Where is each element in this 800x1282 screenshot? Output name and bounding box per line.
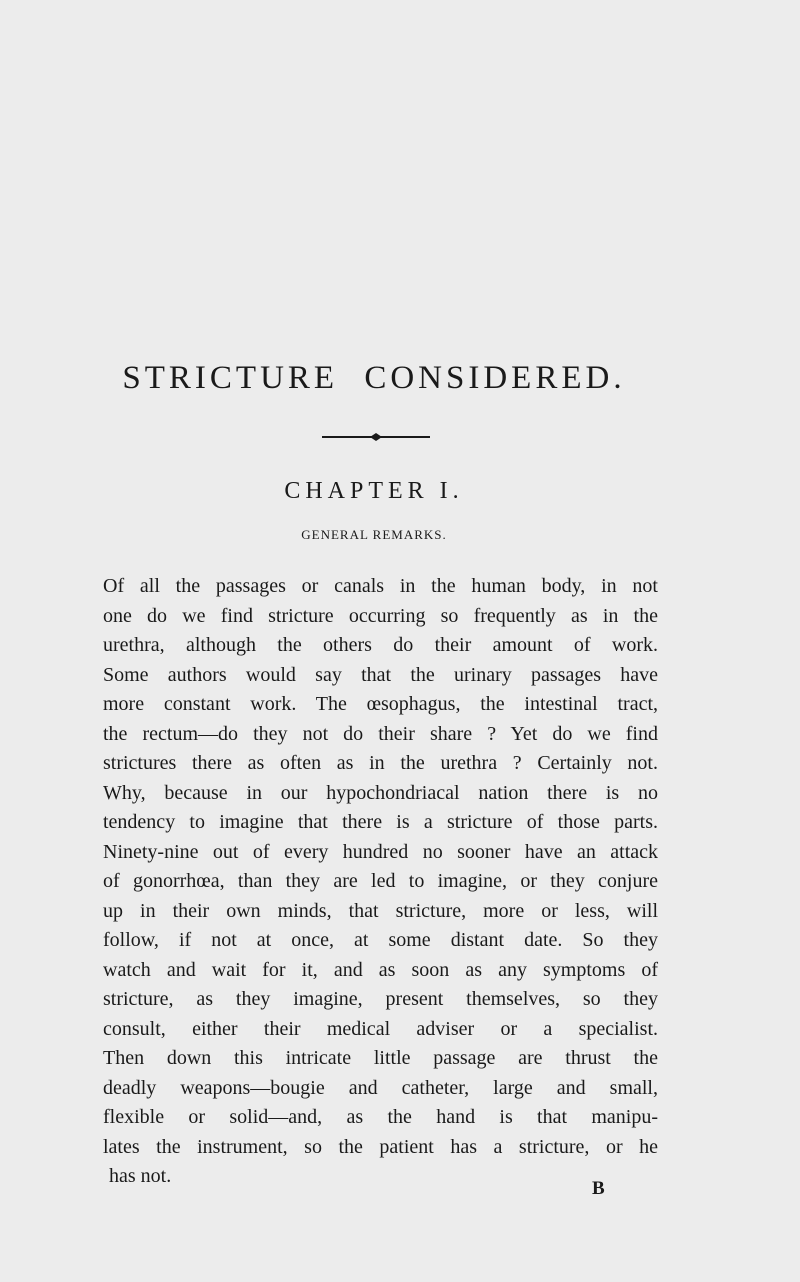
- text-line: urethra, although the others do their amount of work.: [103, 634, 658, 656]
- text-line: lates the instrument, so the patient has a stricture, or he: [103, 1135, 658, 1158]
- text-line: the rectum—do they not do their share ? Yet do we find: [103, 722, 658, 745]
- text-line: Why, because in our hypochondriacal nation there is no: [103, 781, 658, 804]
- text-line: one do we find stricture occurring so frequently as in the: [103, 604, 658, 627]
- text-line: stricture, as they imagine, present themselves, so they: [103, 988, 658, 1010]
- text-line: Of all the passages or canals in the human body, in not: [103, 575, 658, 597]
- text-line: has not.: [109, 1165, 172, 1187]
- body-paragraph: [103, 572, 658, 1192]
- text-line: follow, if not at once, at some distant date. So they: [103, 929, 658, 951]
- text-line: Then down this intricate little passage are thrust the: [103, 1047, 658, 1069]
- text-line: consult, either their medical adviser or a specialist.: [103, 1017, 658, 1040]
- chapter-heading: CHAPTER I.: [284, 478, 464, 504]
- text-line: up in their own minds, that stricture, more or less, will: [103, 899, 658, 922]
- text-line: tendency to imagine that there is a stricture of those parts.: [103, 811, 658, 833]
- text-line: of gonorrhœa, than they are led to imagine, or they conjure: [103, 870, 658, 892]
- signature-mark: B: [592, 1178, 605, 1199]
- text-line: more constant work. The œsophagus, the intestinal tract,: [103, 693, 658, 715]
- section-heading: GENERAL REMARKS.: [301, 527, 447, 542]
- text-line: watch and wait for it, and as soon as any symptoms of: [103, 958, 658, 981]
- text-line: Ninety-nine out of every hundred no sooner have an attack: [103, 840, 658, 863]
- text-line: strictures there as often as in the urethra ? Certainly not.: [103, 752, 658, 774]
- text-line: deadly weapons—bougie and catheter, large and small,: [103, 1076, 658, 1099]
- ornament-rule: [322, 430, 430, 444]
- page-title: STRICTURE CONSIDERED.: [122, 360, 626, 396]
- text-line: Some authors would say that the urinary passages have: [103, 663, 658, 686]
- text-line: flexible or solid—and, as the hand is that manipu-: [103, 1106, 658, 1128]
